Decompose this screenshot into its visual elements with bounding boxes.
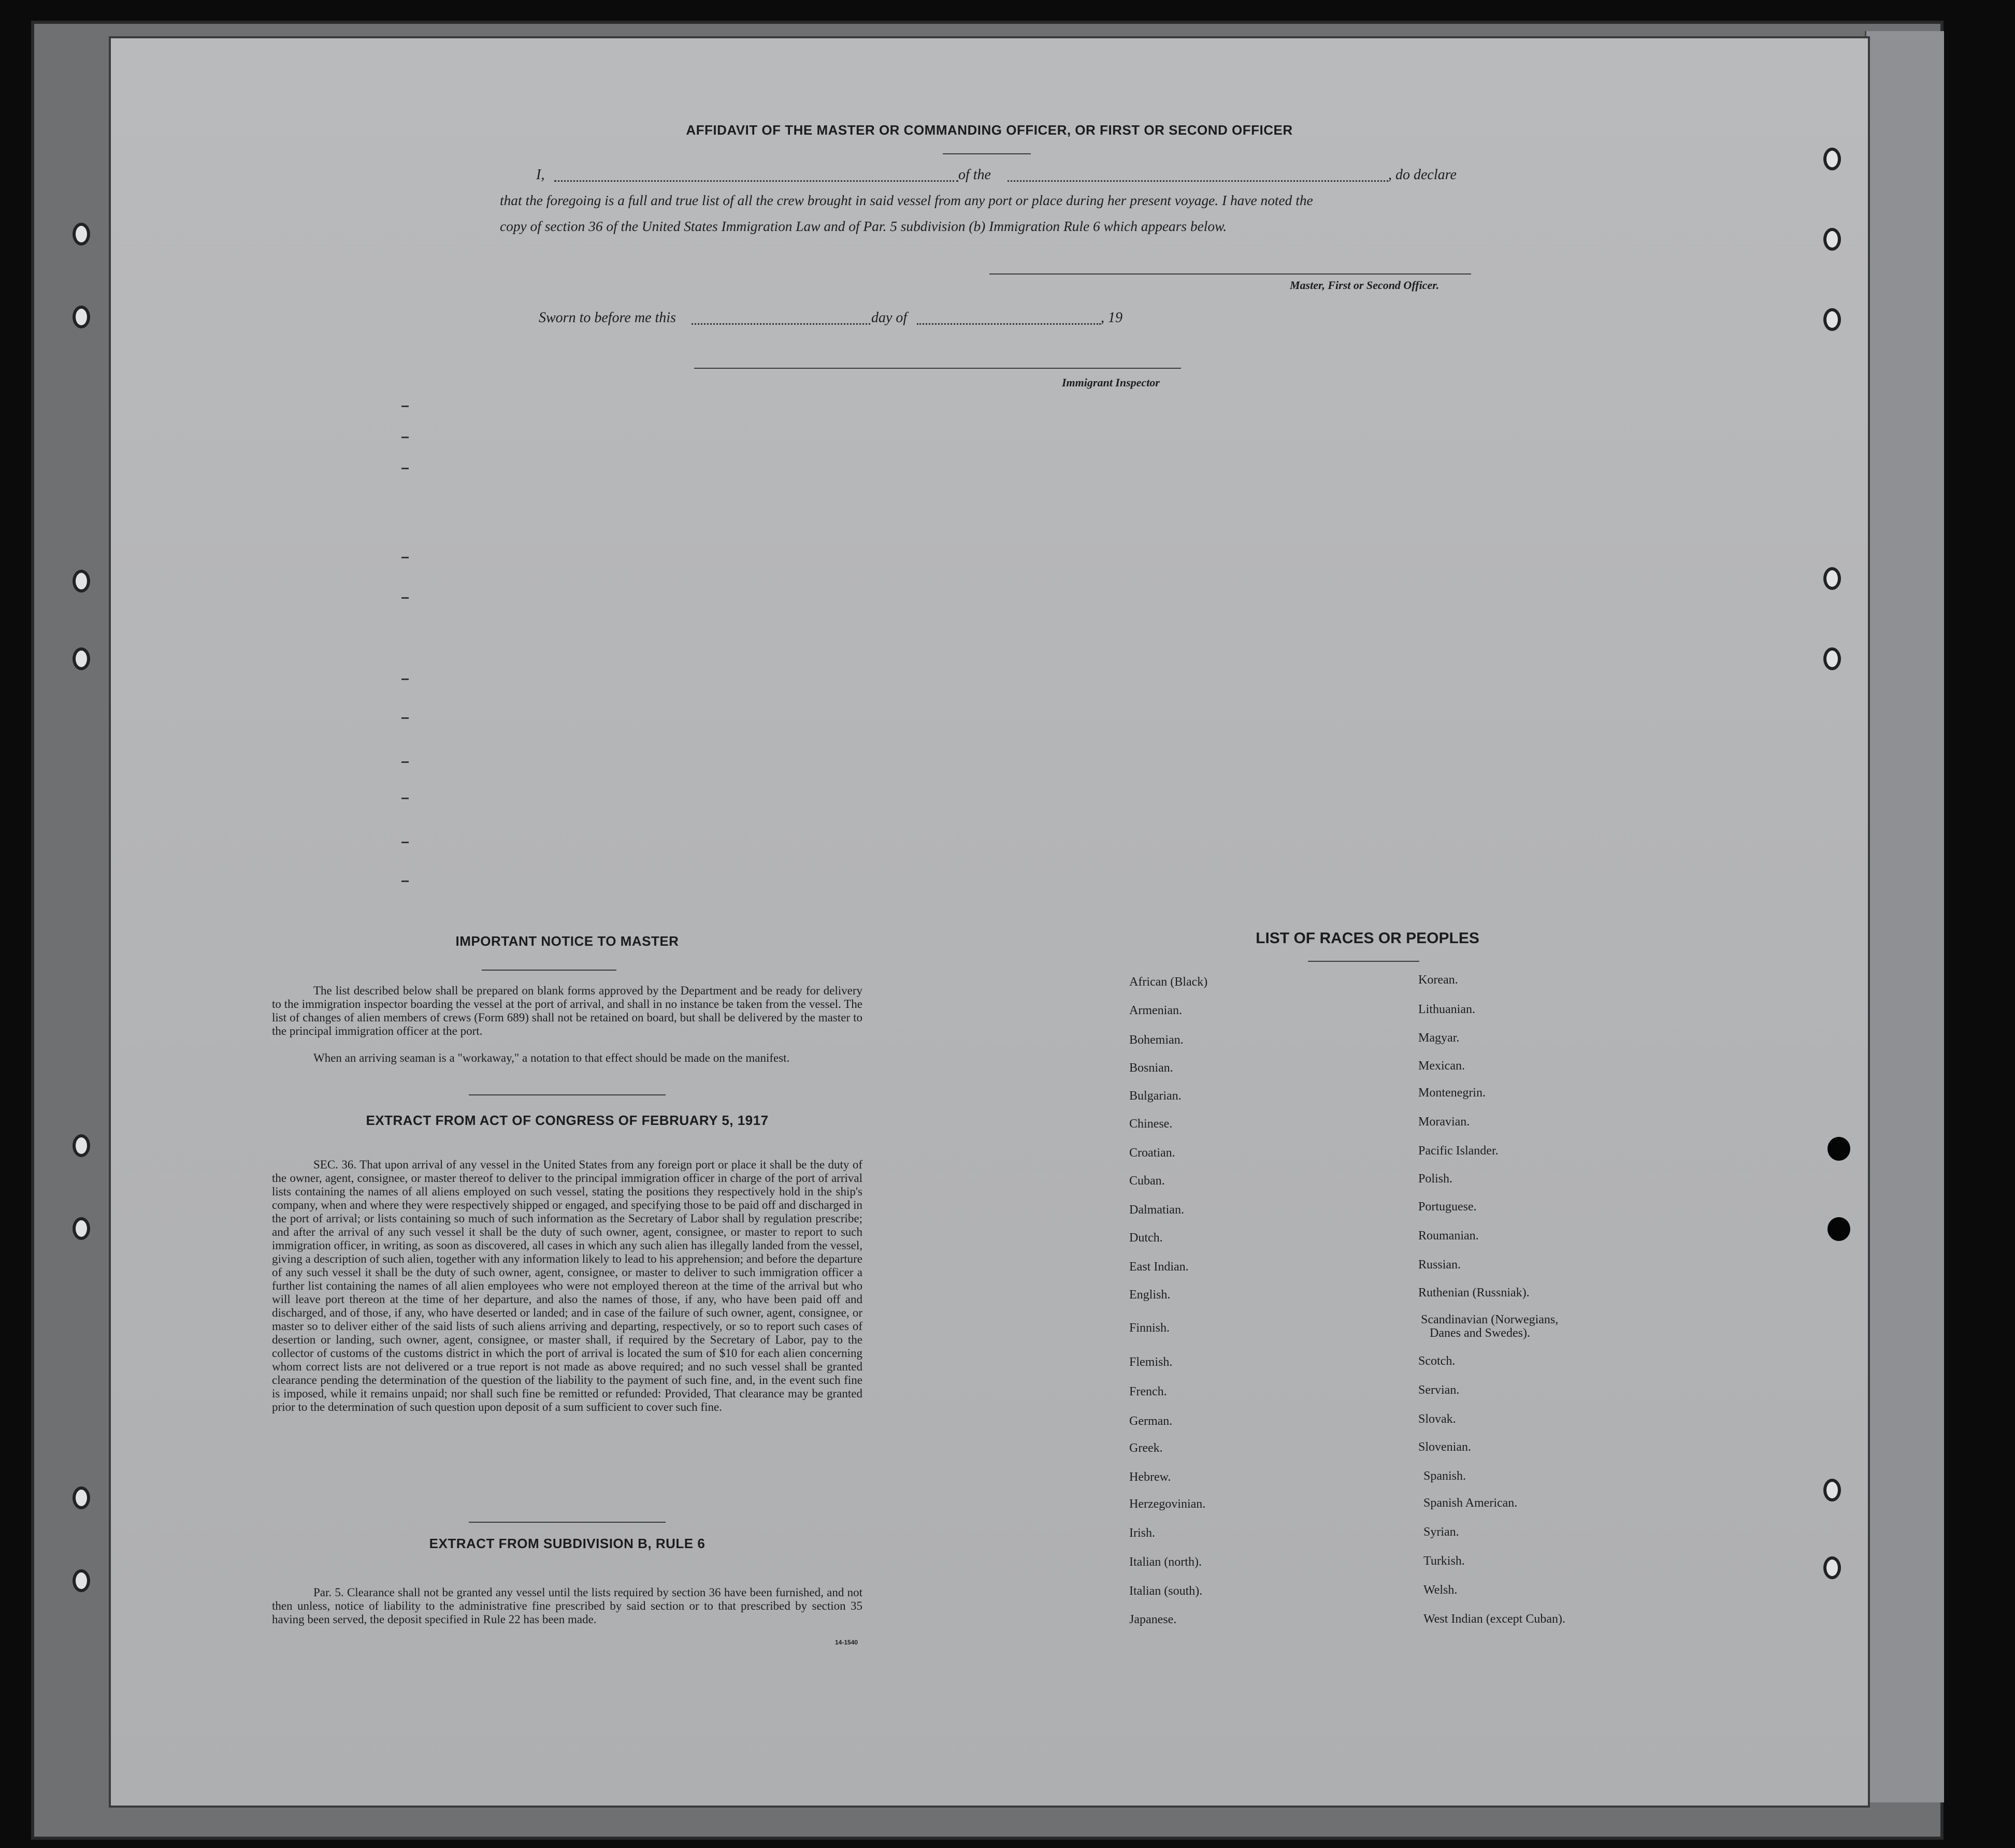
extract-act-title: EXTRACT FROM ACT OF CONGRESS OF FEBRUARY 5, 1917: [366, 1113, 769, 1128]
race-item: Polish.: [1418, 1172, 1453, 1186]
notice-paragraph-1: The list described below shall be prepared on blank forms approved by the Department and be ready for delivery to the immigration inspector boarding the vessel at the port of arrival, and shall in no instance be taken from the vessel. The list of changes of alien members of crews (Form 689) shall not be retained on board, but shall be delivered by the master to the principal immigration officer at the port.: [272, 984, 862, 1037]
race-item: Hebrew.: [1129, 1470, 1171, 1484]
signature-line[interactable]: [989, 273, 1471, 275]
section-divider: [469, 1094, 666, 1095]
sworn-prefix: Sworn to before me this: [539, 310, 676, 326]
sworn-year: , 19: [1101, 310, 1122, 326]
race-item: Korean.: [1418, 973, 1458, 987]
race-item: Spanish.: [1423, 1469, 1466, 1483]
race-item: German.: [1129, 1414, 1173, 1428]
race-item: Slovenian.: [1418, 1440, 1471, 1454]
margin-mark: [401, 761, 409, 763]
race-item: Welsh.: [1423, 1583, 1458, 1597]
punch-hole-icon: [1827, 1137, 1850, 1161]
race-item: Croatian.: [1129, 1146, 1175, 1160]
punch-hole-icon: [73, 1486, 90, 1509]
margin-mark: [401, 437, 409, 438]
race-item: Armenian.: [1129, 1004, 1182, 1017]
margin-mark: [401, 798, 409, 799]
affidavit-i: I,: [536, 167, 545, 183]
race-item: Dalmatian.: [1129, 1203, 1184, 1217]
margin-mark: [401, 842, 409, 843]
section-divider: [469, 1522, 666, 1523]
race-item: African (Black): [1129, 975, 1208, 989]
punch-hole-icon: [73, 1569, 90, 1592]
sworn-month-field[interactable]: [917, 323, 1101, 325]
race-item: Spanish American.: [1423, 1496, 1518, 1510]
race-item: Herzegovinian.: [1129, 1497, 1206, 1511]
race-item: Roumanian.: [1418, 1229, 1479, 1243]
races-underline: [1308, 961, 1419, 962]
punch-hole-icon: [73, 1217, 90, 1240]
form-number: 14-1540: [835, 1639, 858, 1646]
race-item: Italian (south).: [1129, 1584, 1203, 1598]
race-item: Flemish.: [1129, 1355, 1173, 1369]
margin-mark: [401, 406, 409, 407]
race-item: Japanese.: [1129, 1613, 1177, 1626]
inspector-label: Immigrant Inspector: [1062, 376, 1160, 389]
race-item: Turkish.: [1423, 1554, 1465, 1568]
affidavit-line-2: that the foregoing is a full and true list of all the crew brought in said vessel from any port or place during her present voyage. I have noted the: [500, 193, 1313, 208]
punch-hole-icon: [73, 570, 90, 593]
notice-title: IMPORTANT NOTICE TO MASTER: [455, 933, 679, 949]
punch-hole-icon: [1823, 567, 1841, 590]
affidavit-title: AFFIDAVIT OF THE MASTER OR COMMANDING OFFICER, OR FIRST OR SECOND OFFICER: [686, 122, 1293, 138]
race-item: Dutch.: [1129, 1231, 1163, 1245]
race-item: West Indian (except Cuban).: [1423, 1612, 1565, 1626]
race-item: Scandinavian (Norwegians,: [1421, 1313, 1559, 1326]
punch-hole-icon: [73, 647, 90, 670]
race-item: Montenegrin.: [1418, 1086, 1486, 1100]
race-item: Irish.: [1129, 1526, 1155, 1540]
margin-mark: [401, 597, 409, 599]
race-item: Finnish.: [1129, 1321, 1170, 1335]
race-item: East Indian.: [1129, 1260, 1189, 1274]
extract-rule-title: EXTRACT FROM SUBDIVISION B, RULE 6: [429, 1536, 706, 1551]
punch-hole-icon: [1823, 308, 1841, 331]
punch-hole-icon: [1823, 1556, 1841, 1579]
punch-hole-icon: [1823, 228, 1841, 251]
margin-mark: [401, 717, 409, 719]
race-item: French.: [1129, 1385, 1167, 1398]
race-item: Scotch.: [1418, 1354, 1456, 1368]
punch-hole-icon: [1827, 1217, 1850, 1241]
affidavit-line-3: copy of section 36 of the United States Immigration Law and of Par. 5 subdivision (b) Immigration Rule 6 which appears below.: [500, 219, 1227, 234]
punch-hole-icon: [73, 1134, 90, 1157]
race-item: Ruthenian (Russniak).: [1418, 1286, 1530, 1300]
margin-mark: [401, 880, 409, 882]
race-item: Greek.: [1129, 1441, 1163, 1455]
race-item: Bulgarian.: [1129, 1089, 1182, 1103]
sworn-day-of: day of: [871, 310, 908, 326]
punch-hole-icon: [1823, 647, 1841, 670]
race-item: English.: [1129, 1288, 1171, 1302]
race-item: Danes and Swedes).: [1430, 1326, 1530, 1340]
punch-hole-icon: [73, 223, 90, 246]
race-item: Slovak.: [1418, 1412, 1456, 1426]
vessel-name-field[interactable]: [1007, 180, 1388, 182]
race-item: Mexican.: [1418, 1059, 1465, 1073]
margin-mark: [401, 557, 409, 558]
punch-hole-icon: [1823, 148, 1841, 170]
race-item: Magyar.: [1418, 1031, 1460, 1045]
notice-paragraph-2: When an arriving seaman is a "workaway," a notation to that effect should be made on the manifest.: [313, 1051, 790, 1064]
race-item: Chinese.: [1129, 1117, 1173, 1131]
extract-rule-text: Par. 5. Clearance shall not be granted any vessel until the lists required by section 36 have been furnished, and not then unless, notice of liability to the administrative fine prescribed by said section or to that prescribed by section 35 having been served, the deposit specified in Rule 22 has been made.: [272, 1586, 862, 1626]
race-item: Cuban.: [1129, 1174, 1165, 1188]
margin-mark: [401, 468, 409, 469]
inspector-signature-line[interactable]: [694, 368, 1181, 369]
affidavit-do-declare: , do declare: [1388, 167, 1457, 183]
master-name-field[interactable]: [554, 180, 958, 182]
race-item: Syrian.: [1423, 1525, 1459, 1539]
margin-mark: [401, 678, 409, 680]
punch-hole-icon: [73, 306, 90, 328]
title-underline: [943, 153, 1031, 154]
signature-label: Master, First or Second Officer.: [1290, 279, 1440, 292]
race-item: Bosnian.: [1129, 1061, 1173, 1075]
sworn-day-field[interactable]: [692, 323, 870, 325]
extract-act-text: SEC. 36. That upon arrival of any vessel in the United States from any foreign port or place it shall be the duty of the owner, agent, consignee, or master thereof to deliver to the principal immigration officer in charge of the port of arrival lists containing the names of all aliens employed on such vessel, stating the positions they respectively hold in the ship's company, when and where they were respectively shipped or engaged, and specifying those to be paid off and discharged in the port of arrival; or lists containing so much of such information as the Secretary of Labor shall by regulation prescribe; and after the arrival of any such vessel it shall be the duty of such owner, agent, consignee, or master to report to such immigration officer, in writing, as soon as discovered, all cases in which any such alien has illegally landed from the vessel, giving a description of such alien, together with any information likely to lead to his apprehension; and before the departure of any such vessel it shall be the duty of such owner, agent, consignee, or master to deliver to such immigration officer a further list containing the names of all alien employees who were not employed thereon at the time of the arrival but who will leave port thereon at the time of her departure, and also the names of those, if any, who have been paid off and discharged, and of those, if any, who have deserted or landed; and in case of the failure of such owner, agent, consignee, or master so to deliver either of the said lists of such aliens arriving and departing, respectively, or so to report such cases of desertion or landing, such owner, agent, consignee, or master shall, if required by the Secretary of Labor, pay to the collector of customs of the customs district in which the port of arrival is located the sum of $10 for each alien concerning whom correct lists are not delivered or a true report is not made as above required; and no such vessel shall be granted clearance pending the determination of the question of the liability to the payment of such fine, and, in the event such fine is imposed, while it remains unpaid; nor shall such fine be remitted or refunded: Provided, That clearance may be granted prior to the determination of such question upon deposit of a sum sufficient to cover such fine.: [272, 1158, 862, 1413]
race-item: Moravian.: [1418, 1115, 1470, 1129]
races-title: LIST OF RACES OR PEOPLES: [1256, 930, 1479, 947]
notice-underline: [482, 970, 616, 971]
race-item: Italian (north).: [1129, 1555, 1202, 1569]
race-item: Portuguese.: [1418, 1200, 1477, 1214]
race-item: Pacific Islander.: [1418, 1144, 1499, 1158]
race-item: Servian.: [1418, 1383, 1460, 1397]
race-item: Lithuanian.: [1418, 1003, 1475, 1016]
punch-hole-icon: [1823, 1479, 1841, 1502]
underlying-sheet-edge: [1865, 31, 1944, 1802]
affidavit-of-the: of the: [958, 167, 991, 183]
race-item: Russian.: [1418, 1258, 1461, 1272]
race-item: Bohemian.: [1129, 1033, 1184, 1047]
